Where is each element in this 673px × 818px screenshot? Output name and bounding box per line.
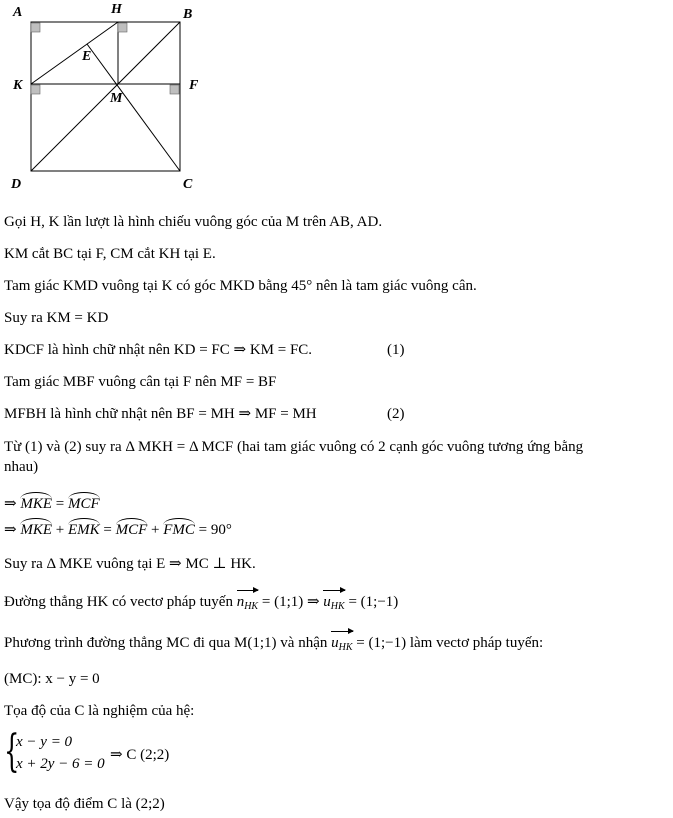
label-f: F — [189, 78, 199, 93]
angle-fmc: FMC — [163, 518, 195, 539]
text-line-14: (MC): x − y = 0 — [4, 671, 100, 687]
system-equation-1: x − y = 0 — [16, 734, 73, 750]
text-line-6: Tam giác MBF vuông cân tại F nên MF = BF — [4, 374, 277, 390]
geometry-figure — [0, 0, 210, 200]
label-b: B — [183, 7, 193, 22]
plus-sign: + — [52, 522, 68, 538]
right-angle-mark-h — [118, 23, 127, 32]
text-line-13-mid: = (1;−1) — [352, 635, 407, 651]
label-m: M — [110, 91, 123, 106]
vector-u-subscript: HK — [338, 642, 353, 653]
system-equation-2: x + 2y − 6 = 0 — [16, 756, 105, 772]
angle-mcf: MCF — [68, 492, 100, 513]
text-line-15: Tọa độ của C là nghiệm của hệ: — [4, 703, 195, 719]
right-angle-value: = 90° — [194, 522, 232, 538]
system-brace-icon: { — [4, 726, 20, 777]
label-k: K — [13, 78, 23, 93]
equals-sign: = — [52, 496, 68, 512]
vector-u-hk — [323, 589, 344, 616]
segment-ec — [87, 44, 180, 171]
vector-n-hk — [237, 589, 258, 616]
text-line-13 — [4, 630, 543, 657]
segment-db — [31, 22, 180, 171]
label-c: C — [183, 177, 193, 192]
text-line-13-lead: Phương trình đường thẳng MC đi qua M(1;1) và nhận — [4, 635, 332, 651]
implies-symbol: ⇒ — [4, 496, 21, 512]
angle-mke: MKE — [20, 518, 52, 539]
vector-u-letter: u — [331, 635, 339, 651]
vector-u-hk — [331, 630, 352, 657]
plus-sign: + — [147, 522, 164, 538]
text-line-5 — [4, 341, 405, 359]
text-line-12-lead: Đường thẳng HK có vectơ pháp tuyến — [4, 594, 237, 610]
text-line-12 — [4, 589, 398, 616]
label-d: D — [11, 177, 22, 192]
right-angle-mark-k — [31, 85, 40, 94]
text-line-16: Vậy tọa độ điểm C là (2;2) — [4, 796, 165, 812]
equation-system — [4, 726, 204, 777]
text-line-8b: nhau) — [4, 459, 39, 475]
vector-u-subscript: HK — [330, 601, 345, 612]
angle-equation-1 — [4, 492, 100, 513]
vector-n-subscript: HK — [244, 601, 259, 612]
text-line-1: Gọi H, K lần lượt là hình chiếu vuông góc của M trên AB, AD. — [4, 214, 383, 230]
text-line-11: Suy ra Δ MKE vuông tại E ⇒ MC ⊥ HK. — [4, 556, 256, 572]
right-angle-mark-a — [31, 23, 40, 32]
text-line-5-body: KDCF là hình chữ nhật nên KD = FC ⇒ KM = FC. — [4, 342, 313, 358]
text-line-2: KM cắt BC tại F, CM cắt KH tại E. — [4, 246, 216, 262]
text-line-7-body: MFBH là hình chữ nhật nên BF = MH ⇒ MF = MH — [4, 406, 317, 422]
vector-u-letter: u — [323, 594, 331, 610]
system-result: ⇒ C (2;2) — [110, 747, 170, 763]
equation-tag-1: (1) — [387, 342, 405, 358]
angle-mke: MKE — [20, 492, 52, 513]
right-angle-mark-f — [170, 85, 179, 94]
text-line-8a: Từ (1) và (2) suy ra Δ MKH = Δ MCF (hai tam giác vuông có 2 cạnh góc vuông tương ứng bằng — [4, 439, 584, 455]
text-line-12-end: = (1;−1) — [344, 594, 399, 610]
text-line-3: Tam giác KMD vuông tại K có góc MKD bằng 45° nên là tam giác vuông cân. — [4, 278, 477, 294]
label-e: E — [82, 49, 92, 64]
angle-emk: EMK — [68, 518, 100, 539]
angle-mcf: MCF — [116, 518, 148, 539]
segment-kh — [31, 22, 118, 84]
text-line-13-end: làm vectơ pháp tuyến: — [406, 635, 544, 651]
angle-equation-2 — [4, 518, 232, 539]
vector-n-letter: n — [236, 594, 245, 610]
text-line-7 — [4, 405, 405, 423]
label-h: H — [111, 2, 122, 17]
label-a: A — [13, 5, 23, 20]
implies-symbol: ⇒ — [4, 522, 21, 538]
equation-tag-2: (2) — [387, 406, 405, 422]
equals-sign: = — [99, 522, 116, 538]
text-line-12-mid: = (1;1) ⇒ — [258, 594, 324, 610]
text-line-4: Suy ra KM = KD — [4, 310, 109, 326]
